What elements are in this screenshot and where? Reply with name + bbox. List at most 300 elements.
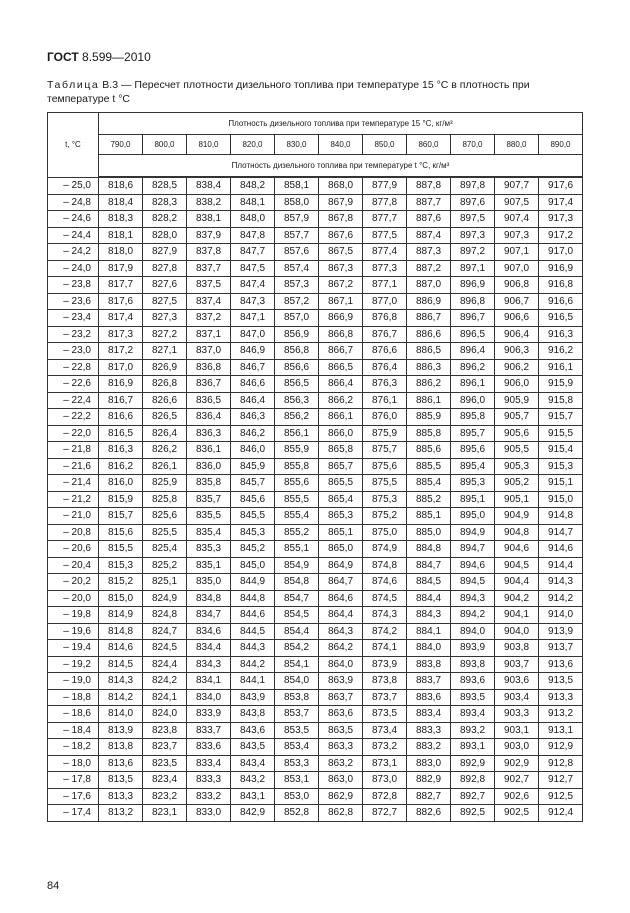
density-cell: 874,2 xyxy=(363,623,407,640)
density-cell: 835,1 xyxy=(187,557,231,574)
density-cell: 894,6 xyxy=(451,557,495,574)
density-cell: 847,1 xyxy=(231,310,275,327)
table-row xyxy=(48,524,583,541)
density-cell: 913,7 xyxy=(539,640,583,657)
density-cell: 867,8 xyxy=(319,211,363,228)
density-cell: 814,3 xyxy=(99,673,143,690)
density-cell: 855,2 xyxy=(275,524,319,541)
density-cell: 845,6 xyxy=(231,491,275,508)
density-cell: 877,3 xyxy=(363,260,407,277)
density-cell: 825,5 xyxy=(143,524,187,541)
density-cell: 826,9 xyxy=(143,359,187,376)
density-cell: 867,1 xyxy=(319,293,363,310)
density-cell: 873,2 xyxy=(363,739,407,756)
density-cell: 887,3 xyxy=(407,244,451,261)
density-cell: 816,5 xyxy=(99,425,143,442)
density-cell: 915,1 xyxy=(539,475,583,492)
table-row xyxy=(48,211,583,228)
density-cell: 913,6 xyxy=(539,656,583,673)
density-cell: 837,1 xyxy=(187,326,231,343)
temperature-cell: – 21,6 xyxy=(48,458,99,475)
temperature-cell: – 18,2 xyxy=(48,739,99,756)
density-cell: 836,3 xyxy=(187,425,231,442)
density-cell: 915,0 xyxy=(539,491,583,508)
density-cell: 896,4 xyxy=(451,343,495,360)
density-cell: 884,3 xyxy=(407,607,451,624)
density-cell: 846,2 xyxy=(231,425,275,442)
density-cell: 855,9 xyxy=(275,442,319,459)
density-cell: 834,1 xyxy=(187,673,231,690)
table-row xyxy=(48,277,583,294)
density-cell: 915,9 xyxy=(539,376,583,393)
density-cell: 843,9 xyxy=(231,689,275,706)
density-cell: 895,7 xyxy=(451,425,495,442)
density-cell: 886,9 xyxy=(407,293,451,310)
density-cell: 824,1 xyxy=(143,689,187,706)
density-cell: 815,5 xyxy=(99,541,143,558)
density-cell: 834,8 xyxy=(187,590,231,607)
density-cell: 823,5 xyxy=(143,755,187,772)
density-cell: 845,0 xyxy=(231,557,275,574)
density-cell: 866,9 xyxy=(319,310,363,327)
density-cell: 814,5 xyxy=(99,656,143,673)
density-cell: 856,9 xyxy=(275,326,319,343)
density-cell: 853,7 xyxy=(275,706,319,723)
density-cell: 866,0 xyxy=(319,425,363,442)
density-cell: 895,1 xyxy=(451,491,495,508)
density-cell: 914,8 xyxy=(539,508,583,525)
density-cell: 883,0 xyxy=(407,755,451,772)
density-cell: 894,0 xyxy=(451,623,495,640)
density-cell: 905,2 xyxy=(495,475,539,492)
density-cell: 847,3 xyxy=(231,293,275,310)
density-cell: 854,1 xyxy=(275,656,319,673)
table-header-row xyxy=(48,113,583,135)
table-row xyxy=(48,310,583,327)
temperature-cell: – 18,6 xyxy=(48,706,99,723)
standard-label: ГОСТ xyxy=(47,50,79,64)
density-cell: 848,2 xyxy=(231,177,275,194)
temperature-cell: – 22,8 xyxy=(48,359,99,376)
density-cell: 817,7 xyxy=(99,277,143,294)
density-cell: 835,5 xyxy=(187,508,231,525)
table-row xyxy=(48,359,583,376)
temperature-cell: – 19,2 xyxy=(48,656,99,673)
density-cell: 813,5 xyxy=(99,772,143,789)
density-cell: 843,2 xyxy=(231,772,275,789)
density-cell: 864,9 xyxy=(319,557,363,574)
density-cell: 902,6 xyxy=(495,788,539,805)
density-cell: 897,5 xyxy=(451,211,495,228)
temperature-cell: – 22,0 xyxy=(48,425,99,442)
table-row xyxy=(48,755,583,772)
density-cell: 842,9 xyxy=(231,805,275,822)
table-row xyxy=(48,376,583,393)
density-cell: 903,8 xyxy=(495,640,539,657)
density-cell: 907,7 xyxy=(495,177,539,194)
density-cell: 854,9 xyxy=(275,557,319,574)
density-cell: 875,6 xyxy=(363,458,407,475)
density-cell: 894,5 xyxy=(451,574,495,591)
density-cell: 914,0 xyxy=(539,607,583,624)
density-cell: 895,0 xyxy=(451,508,495,525)
density-cell: 837,9 xyxy=(187,227,231,244)
density-cell: 863,9 xyxy=(319,673,363,690)
density-cell: 906,6 xyxy=(495,310,539,327)
density-cell: 838,2 xyxy=(187,194,231,211)
density-cell: 863,2 xyxy=(319,755,363,772)
temperature-cell: – 19,6 xyxy=(48,623,99,640)
density-cell: 885,9 xyxy=(407,409,451,426)
density-cell: 845,9 xyxy=(231,458,275,475)
density-cell: 865,0 xyxy=(319,541,363,558)
temperature-cell: – 24,8 xyxy=(48,194,99,211)
density-cell: 877,4 xyxy=(363,244,407,261)
temperature-cell: – 25,0 xyxy=(48,177,99,194)
table-row xyxy=(48,805,583,822)
density-cell: 833,3 xyxy=(187,772,231,789)
temperature-cell: – 19,4 xyxy=(48,640,99,657)
density-cell: 886,7 xyxy=(407,310,451,327)
density-cell: 837,5 xyxy=(187,277,231,294)
density-cell: 905,5 xyxy=(495,442,539,459)
density-cell: 853,3 xyxy=(275,755,319,772)
density-cell: 834,3 xyxy=(187,656,231,673)
density-cell: 883,6 xyxy=(407,689,451,706)
density-cell: 825,9 xyxy=(143,475,187,492)
density-cell: 917,2 xyxy=(539,227,583,244)
density-cell: 863,0 xyxy=(319,772,363,789)
density-cell: 817,9 xyxy=(99,260,143,277)
table-row xyxy=(48,541,583,558)
density-cell: 813,9 xyxy=(99,722,143,739)
density-cell: 897,1 xyxy=(451,260,495,277)
density-cell: 848,0 xyxy=(231,211,275,228)
density-cell: 833,4 xyxy=(187,755,231,772)
density-cell: 903,7 xyxy=(495,656,539,673)
density-cell: 834,4 xyxy=(187,640,231,657)
density-cell: 833,7 xyxy=(187,722,231,739)
document-header xyxy=(47,50,151,64)
density-cell: 882,9 xyxy=(407,772,451,789)
density-cell: 885,2 xyxy=(407,491,451,508)
density-cell: 856,3 xyxy=(275,392,319,409)
density-cell: 904,4 xyxy=(495,574,539,591)
density-cell: 896,1 xyxy=(451,376,495,393)
density-cell: 893,4 xyxy=(451,706,495,723)
density-cell: 815,3 xyxy=(99,557,143,574)
density-cell: 883,3 xyxy=(407,722,451,739)
density-cell: 846,9 xyxy=(231,343,275,360)
density-cell: 916,6 xyxy=(539,293,583,310)
density-cell: 847,0 xyxy=(231,326,275,343)
density-cell: 876,0 xyxy=(363,409,407,426)
density-cell: 845,5 xyxy=(231,508,275,525)
density-cell: 864,6 xyxy=(319,590,363,607)
table-row xyxy=(48,260,583,277)
density-cell: 875,5 xyxy=(363,475,407,492)
temperature-cell: – 17,8 xyxy=(48,772,99,789)
density-column-header: 800,0 xyxy=(143,135,187,155)
density-cell: 907,0 xyxy=(495,260,539,277)
density-cell: 834,0 xyxy=(187,689,231,706)
density-column-header: 830,0 xyxy=(275,135,319,155)
density-cell: 844,5 xyxy=(231,623,275,640)
table-row xyxy=(48,244,583,261)
density-cell: 877,9 xyxy=(363,177,407,194)
density-cell: 865,1 xyxy=(319,524,363,541)
density-cell: 887,4 xyxy=(407,227,451,244)
density-cell: 864,7 xyxy=(319,574,363,591)
density-cell: 843,8 xyxy=(231,706,275,723)
density-cell: 866,2 xyxy=(319,392,363,409)
temperature-cell: – 18,4 xyxy=(48,722,99,739)
density-cell: 915,4 xyxy=(539,442,583,459)
density-cell: 912,4 xyxy=(539,805,583,822)
temperature-cell: – 18,0 xyxy=(48,755,99,772)
density-cell: 825,2 xyxy=(143,557,187,574)
density-cell: 826,1 xyxy=(143,458,187,475)
density-cell: 893,5 xyxy=(451,689,495,706)
temperature-cell: – 21,4 xyxy=(48,475,99,492)
density-cell: 897,3 xyxy=(451,227,495,244)
density-cell: 856,6 xyxy=(275,359,319,376)
density-cell: 902,5 xyxy=(495,805,539,822)
density-cell: 864,3 xyxy=(319,623,363,640)
table-body xyxy=(48,177,583,821)
density-cell: 874,5 xyxy=(363,590,407,607)
temperature-cell: – 23,6 xyxy=(48,293,99,310)
density-cell: 857,0 xyxy=(275,310,319,327)
density-cell: 844,3 xyxy=(231,640,275,657)
density-cell: 885,1 xyxy=(407,508,451,525)
density-cell: 814,2 xyxy=(99,689,143,706)
table-row xyxy=(48,508,583,525)
density-cell: 906,2 xyxy=(495,359,539,376)
density-cell: 817,4 xyxy=(99,310,143,327)
density-cell: 915,8 xyxy=(539,392,583,409)
density-cell: 916,5 xyxy=(539,310,583,327)
density-cell: 883,2 xyxy=(407,739,451,756)
density-cell: 874,9 xyxy=(363,541,407,558)
density-cell: 818,6 xyxy=(99,177,143,194)
table-row xyxy=(48,392,583,409)
density-cell: 814,6 xyxy=(99,640,143,657)
density-cell: 815,9 xyxy=(99,491,143,508)
density-cell: 853,5 xyxy=(275,722,319,739)
density-cell: 886,3 xyxy=(407,359,451,376)
density-cell: 835,0 xyxy=(187,574,231,591)
density-cell: 815,0 xyxy=(99,590,143,607)
density-cell: 866,8 xyxy=(319,326,363,343)
density-cell: 894,7 xyxy=(451,541,495,558)
density-cell: 817,0 xyxy=(99,359,143,376)
density-cell: 826,4 xyxy=(143,425,187,442)
density-cell: 884,0 xyxy=(407,640,451,657)
density-cell: 873,4 xyxy=(363,722,407,739)
density-cell: 827,9 xyxy=(143,244,187,261)
density-cell: 857,3 xyxy=(275,277,319,294)
density-cell: 863,5 xyxy=(319,722,363,739)
density-cell: 855,4 xyxy=(275,508,319,525)
density-cell: 828,3 xyxy=(143,194,187,211)
density-cell: 813,3 xyxy=(99,788,143,805)
density-cell: 824,9 xyxy=(143,590,187,607)
temperature-cell: – 19,8 xyxy=(48,607,99,624)
density-cell: 916,9 xyxy=(539,260,583,277)
density-cell: 875,0 xyxy=(363,524,407,541)
density-cell: 856,8 xyxy=(275,343,319,360)
density-cell: 824,7 xyxy=(143,623,187,640)
density-cell: 874,8 xyxy=(363,557,407,574)
density-cell: 886,1 xyxy=(407,392,451,409)
density-cell: 873,1 xyxy=(363,755,407,772)
density-column-header: 860,0 xyxy=(407,135,451,155)
density-cell: 816,0 xyxy=(99,475,143,492)
density-cell: 905,3 xyxy=(495,458,539,475)
density-cell: 917,0 xyxy=(539,244,583,261)
density-cell: 857,4 xyxy=(275,260,319,277)
density-cell: 858,1 xyxy=(275,177,319,194)
table-row xyxy=(48,227,583,244)
density-cell: 872,8 xyxy=(363,788,407,805)
density-cell: 844,9 xyxy=(231,574,275,591)
density-cell: 815,7 xyxy=(99,508,143,525)
density-cell: 916,3 xyxy=(539,326,583,343)
density-cell: 864,2 xyxy=(319,640,363,657)
temperature-cell: – 22,2 xyxy=(48,409,99,426)
density-cell: 857,2 xyxy=(275,293,319,310)
table-row xyxy=(48,623,583,640)
density-cell: 885,4 xyxy=(407,475,451,492)
density-cell: 862,9 xyxy=(319,788,363,805)
temperature-cell: – 17,4 xyxy=(48,805,99,822)
density-cell: 887,7 xyxy=(407,194,451,211)
density-cell: 843,1 xyxy=(231,788,275,805)
density-columns-row xyxy=(48,135,583,155)
density-cell: 824,4 xyxy=(143,656,187,673)
density-cell: 855,1 xyxy=(275,541,319,558)
table-row xyxy=(48,475,583,492)
density-cell: 913,1 xyxy=(539,722,583,739)
density-cell: 913,2 xyxy=(539,706,583,723)
density-cell: 913,5 xyxy=(539,673,583,690)
table-row xyxy=(48,673,583,690)
density-cell: 916,2 xyxy=(539,343,583,360)
density-cell: 882,7 xyxy=(407,788,451,805)
density-cell: 884,5 xyxy=(407,574,451,591)
density-cell: 864,4 xyxy=(319,607,363,624)
density-cell: 876,6 xyxy=(363,343,407,360)
density-cell: 844,1 xyxy=(231,673,275,690)
density-cell: 817,2 xyxy=(99,343,143,360)
density-cell: 886,5 xyxy=(407,343,451,360)
density-cell: 835,7 xyxy=(187,491,231,508)
density-cell: 838,4 xyxy=(187,177,231,194)
temperature-cell: – 23,2 xyxy=(48,326,99,343)
density-cell: 907,1 xyxy=(495,244,539,261)
density-cell: 853,8 xyxy=(275,689,319,706)
density-cell: 897,6 xyxy=(451,194,495,211)
density-cell: 907,5 xyxy=(495,194,539,211)
density-cell: 907,4 xyxy=(495,211,539,228)
density-cell: 815,6 xyxy=(99,524,143,541)
density-cell: 814,0 xyxy=(99,706,143,723)
density-cell: 904,0 xyxy=(495,623,539,640)
table-row xyxy=(48,689,583,706)
density-cell: 864,0 xyxy=(319,656,363,673)
density-cell: 847,7 xyxy=(231,244,275,261)
density-cell: 883,7 xyxy=(407,673,451,690)
temperature-cell: – 20,0 xyxy=(48,590,99,607)
density-cell: 846,3 xyxy=(231,409,275,426)
density-cell: 836,0 xyxy=(187,458,231,475)
density-cell: 887,8 xyxy=(407,177,451,194)
density-cell: 912,5 xyxy=(539,788,583,805)
density-cell: 827,8 xyxy=(143,260,187,277)
density-cell: 818,3 xyxy=(99,211,143,228)
density-cell: 856,5 xyxy=(275,376,319,393)
temperature-cell: – 21,2 xyxy=(48,491,99,508)
density-cell: 824,5 xyxy=(143,640,187,657)
temperature-cell: – 19,0 xyxy=(48,673,99,690)
density-cell: 885,0 xyxy=(407,524,451,541)
density-cell: 885,6 xyxy=(407,442,451,459)
density-cell: 884,4 xyxy=(407,590,451,607)
density-cell: 813,2 xyxy=(99,805,143,822)
density-cell: 883,8 xyxy=(407,656,451,673)
density-cell: 837,4 xyxy=(187,293,231,310)
density-cell: 903,4 xyxy=(495,689,539,706)
table-row xyxy=(48,706,583,723)
density-cell: 826,5 xyxy=(143,409,187,426)
density-cell: 917,6 xyxy=(539,177,583,194)
density-cell: 905,9 xyxy=(495,392,539,409)
density-cell: 836,5 xyxy=(187,392,231,409)
density-cell: 857,7 xyxy=(275,227,319,244)
density-cell: 814,9 xyxy=(99,607,143,624)
density-cell: 884,7 xyxy=(407,557,451,574)
density-cell: 893,9 xyxy=(451,640,495,657)
density-cell: 867,6 xyxy=(319,227,363,244)
density-cell: 813,6 xyxy=(99,755,143,772)
density-cell: 886,6 xyxy=(407,326,451,343)
density-cell: 825,6 xyxy=(143,508,187,525)
density-cell: 912,7 xyxy=(539,772,583,789)
density-cell: 863,3 xyxy=(319,739,363,756)
density-cell: 843,4 xyxy=(231,755,275,772)
density-cell: 838,1 xyxy=(187,211,231,228)
density-cell: 827,1 xyxy=(143,343,187,360)
temperature-cell: – 24,6 xyxy=(48,211,99,228)
density-cell: 873,7 xyxy=(363,689,407,706)
density-cell: 837,2 xyxy=(187,310,231,327)
density-cell: 858,0 xyxy=(275,194,319,211)
density-cell: 874,1 xyxy=(363,640,407,657)
density-cell: 854,2 xyxy=(275,640,319,657)
density-cell: 912,9 xyxy=(539,739,583,756)
density-cell: 893,2 xyxy=(451,722,495,739)
density-cell: 877,8 xyxy=(363,194,407,211)
table-row xyxy=(48,409,583,426)
density-cell: 844,8 xyxy=(231,590,275,607)
density-cell: 865,8 xyxy=(319,442,363,459)
density-cell: 906,7 xyxy=(495,293,539,310)
density-cell: 845,2 xyxy=(231,541,275,558)
density-cell: 875,9 xyxy=(363,425,407,442)
density-cell: 875,2 xyxy=(363,508,407,525)
density-column-header: 840,0 xyxy=(319,135,363,155)
